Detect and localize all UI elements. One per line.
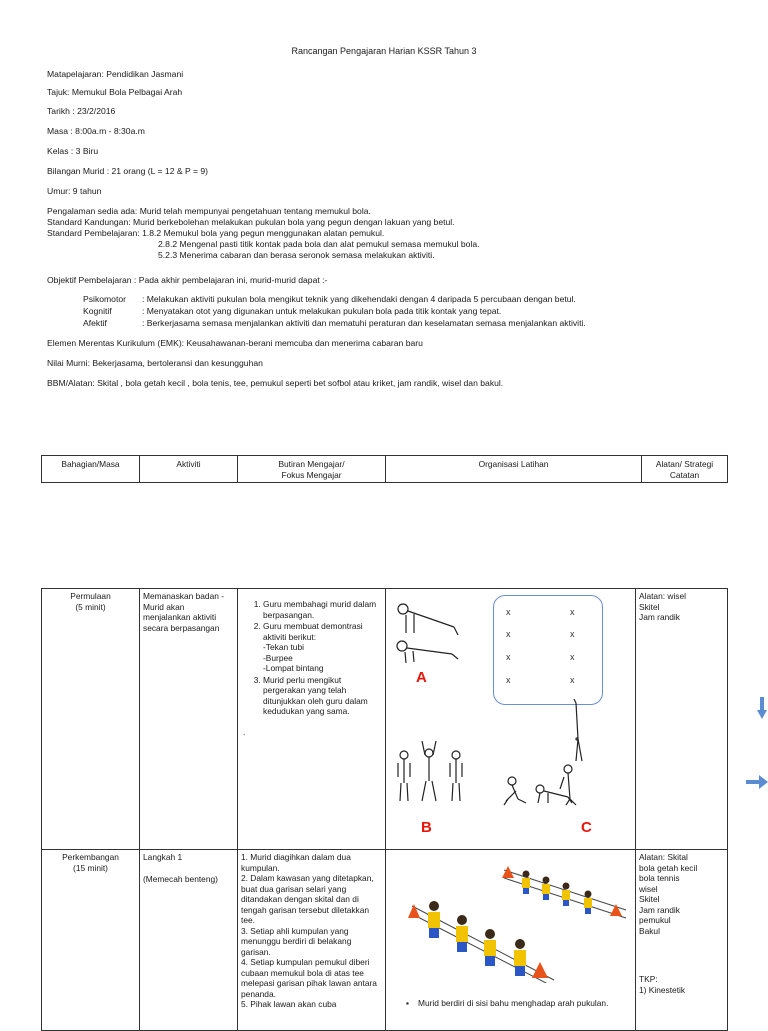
figure-label-b: B [421, 819, 432, 836]
row2-organisation [386, 850, 636, 1031]
row1-sub-item: -Burpee [263, 652, 293, 663]
row2-activity [140, 850, 238, 1031]
prior-knowledge: Pengalaman sedia ada: Murid telah mempunyai pengetahuan tentang memukul bola. [47, 206, 371, 216]
row2-part-name: Perkembangan [62, 852, 119, 862]
row1-dot: . [243, 726, 246, 737]
row1-step-text: Guru membuat demontrasi aktiviti berikut: [263, 621, 363, 642]
row2-tkp-item: 1) Kinestetik [639, 984, 686, 995]
topic-line: Tajuk: Memukul Bola Pelbagai Arah [47, 87, 183, 97]
row2-step: 4. Setiap kumpulan pemukul diberi cubaan memukul bola di atas tee melepasi garisan pihak lawan antara penanda. [241, 957, 377, 999]
jumping-jack-figures-icon [394, 739, 474, 809]
header-tools-line1: Alatan/ Strategi [655, 459, 714, 469]
header-table [41, 455, 728, 483]
date-line: Tarikh : 23/2/2016 [47, 106, 116, 116]
bbm-line: BBM/Alatan: Skital , bola getah kecil , bola tenis, tee, pemukul seperti bet sofbol atau kriket, jam randik, wisel dan bakul. [47, 378, 504, 388]
burpee-sequence-icon [498, 699, 598, 809]
formation-mark: x [506, 652, 511, 662]
objective-value: : Melakukan aktiviti pukulan bola mengikut teknik yang dikehendaki dengan 4 daripada 5 percubaan dengan betul. [142, 294, 576, 304]
formation-mark: x [570, 607, 575, 617]
row1-sub-item: -Tekan tubi [263, 642, 304, 652]
row1-organisation [386, 589, 636, 850]
formation-mark: x [570, 629, 575, 639]
objective-key: Psikomotor [83, 294, 126, 304]
header-organisation: Organisasi Latihan [386, 456, 642, 483]
content-standard: Standard Kandungan: Murid berkebolehan melakukan pukulan bola yang pegun dengan lakuan yang betul. [47, 217, 455, 227]
row2-tool: Bakul [639, 925, 660, 936]
row1-tools [636, 589, 728, 850]
row2-tool: Jam randik [639, 904, 680, 915]
row2-tools [636, 850, 728, 1031]
row1-duration: (5 minit) [75, 601, 106, 612]
row1-step: 1. Guru membahagi murid dalam berpasangan. [263, 599, 382, 620]
row2-step: 5. Pihak lawan akan cuba [241, 999, 337, 1009]
row2-part [42, 850, 140, 1031]
row1-step: 3. Murid perlu mengikut pergerakan yang telah ditunjukkan oleh guru dalam kedudukan yang sama. [263, 675, 382, 717]
header-tools-line2: Catatan [669, 469, 700, 480]
header-teaching [238, 456, 386, 483]
arrow-down-icon [757, 697, 767, 719]
row1-sub-item: -Lompat bintang [263, 663, 324, 673]
formation-mark: x [570, 675, 575, 685]
row2-step: 2. Dalam kawasan yang ditetapkan, buat dua garisan selari yang ditandakan dengan skital dan di tengah garisan tersebut diletakkan tee. [241, 873, 374, 925]
values-line: Nilai Murni: Bekerjasama, bertoleransi dan kesungguhan [47, 358, 263, 368]
formation-mark: x [506, 675, 511, 685]
pupils-line: Bilangan Murid : 21 orang (L = 12 & P = 9) [47, 166, 208, 176]
learning-standard: Standard Pembelajaran: 1.8.2 Memukul bola yang pegun menggunakan alatan pemukul. [47, 228, 385, 238]
row2-tool: bola tennis [639, 873, 680, 883]
row2-tool: bola getah kecil [639, 862, 698, 873]
objective-value: : Menyatakan otot yang digunakan untuk melakukan pukulan bola pada titik kontak yang tepat. [142, 306, 502, 316]
row1-steps [238, 589, 386, 850]
learning-standard-2: 2.8.2 Mengenal pasti titik kontak pada bola dan alat pemukul semasa memukul bola. [158, 239, 480, 249]
row1-tool: Jam randik [639, 612, 680, 622]
formation-mark: x [570, 652, 575, 662]
row2-tool: Skitel [639, 894, 660, 904]
row2-tool: wisel [639, 883, 658, 894]
row2-steps [238, 850, 386, 1031]
row1-tool: Alatan: wisel [639, 591, 687, 601]
header-teaching-line2: Fokus Mengajar [281, 469, 342, 480]
row2-note-text: Murid berdiri di sisi bahu menghadap arah pukulan. [418, 998, 609, 1008]
row1-part [42, 589, 140, 850]
objectives-intro: Objektif Pembelajaran : Pada akhir pembelajaran ini, murid-murid dapat :- [47, 275, 328, 285]
row1-activity: Memanaskan badan - Murid akan menjalankan aktiviti secara berpasangan [140, 589, 238, 850]
objective-key: Kognitif [83, 306, 112, 316]
row2-tool: pemukul [639, 915, 671, 925]
page-title: Rancangan Pengajaran Harian KSSR Tahun 3 [291, 46, 477, 56]
formation-mark: x [506, 607, 511, 617]
subject-line: Matapelajaran: Pendidikan Jasmani [47, 69, 184, 79]
formation-mark: x [506, 629, 511, 639]
row2-step: 1. Murid diagihkan dalam dua kumpulan. [241, 852, 351, 873]
row1-step [263, 621, 382, 674]
row2-duration: (15 minit) [73, 862, 108, 873]
age-line: Umur: 9 tahun [47, 186, 102, 196]
learning-standard-3: 5.2.3 Menerima cabaran dan berasa seronok semasa melakukan aktiviti. [158, 250, 435, 260]
header-tools [642, 456, 728, 483]
header-teaching-line1: Butiran Mengajar/ [278, 459, 345, 469]
class-line: Kelas : 3 Biru [47, 146, 99, 156]
emk-line: Elemen Merentas Kurikulum (EMK): Keusahawanan-berani memcuba dan menerima cabaran baru [47, 338, 423, 348]
figure-label-a: A [416, 669, 427, 686]
arrow-right-icon [746, 775, 768, 789]
bullet-icon: ▪ [406, 998, 409, 1008]
objective-key: Afektif [83, 318, 107, 328]
pushup-figures-icon [392, 599, 462, 669]
row2-step: 3. Setiap ahli kumpulan yang menunggu berdiri di belakang garisan. [241, 925, 352, 957]
row2-note [406, 998, 631, 1009]
batting-game-illustration-icon [404, 858, 629, 983]
row2-step-label: Langkah 1 [143, 852, 183, 862]
header-activity: Aktiviti [140, 456, 238, 483]
row2-game-name: (Memecah benteng) [143, 873, 218, 884]
time-line: Masa : 8:00a.m - 8:30a.m [47, 126, 145, 136]
figure-label-c: C [581, 819, 592, 836]
lesson-table [41, 588, 728, 1031]
row1-tool: Skitel [639, 601, 660, 612]
row2-tool: Alatan: Skital [639, 852, 688, 862]
row2-tkp-label: TKP: [639, 974, 658, 984]
row1-part-name: Permulaan [70, 591, 111, 601]
header-part: Bahagian/Masa [42, 456, 140, 483]
objective-value: : Berkerjasama semasa menjalankan aktiviti dan mematuhi peraturan dan keselamatan semasa menjalankan aktiviti. [142, 318, 586, 328]
